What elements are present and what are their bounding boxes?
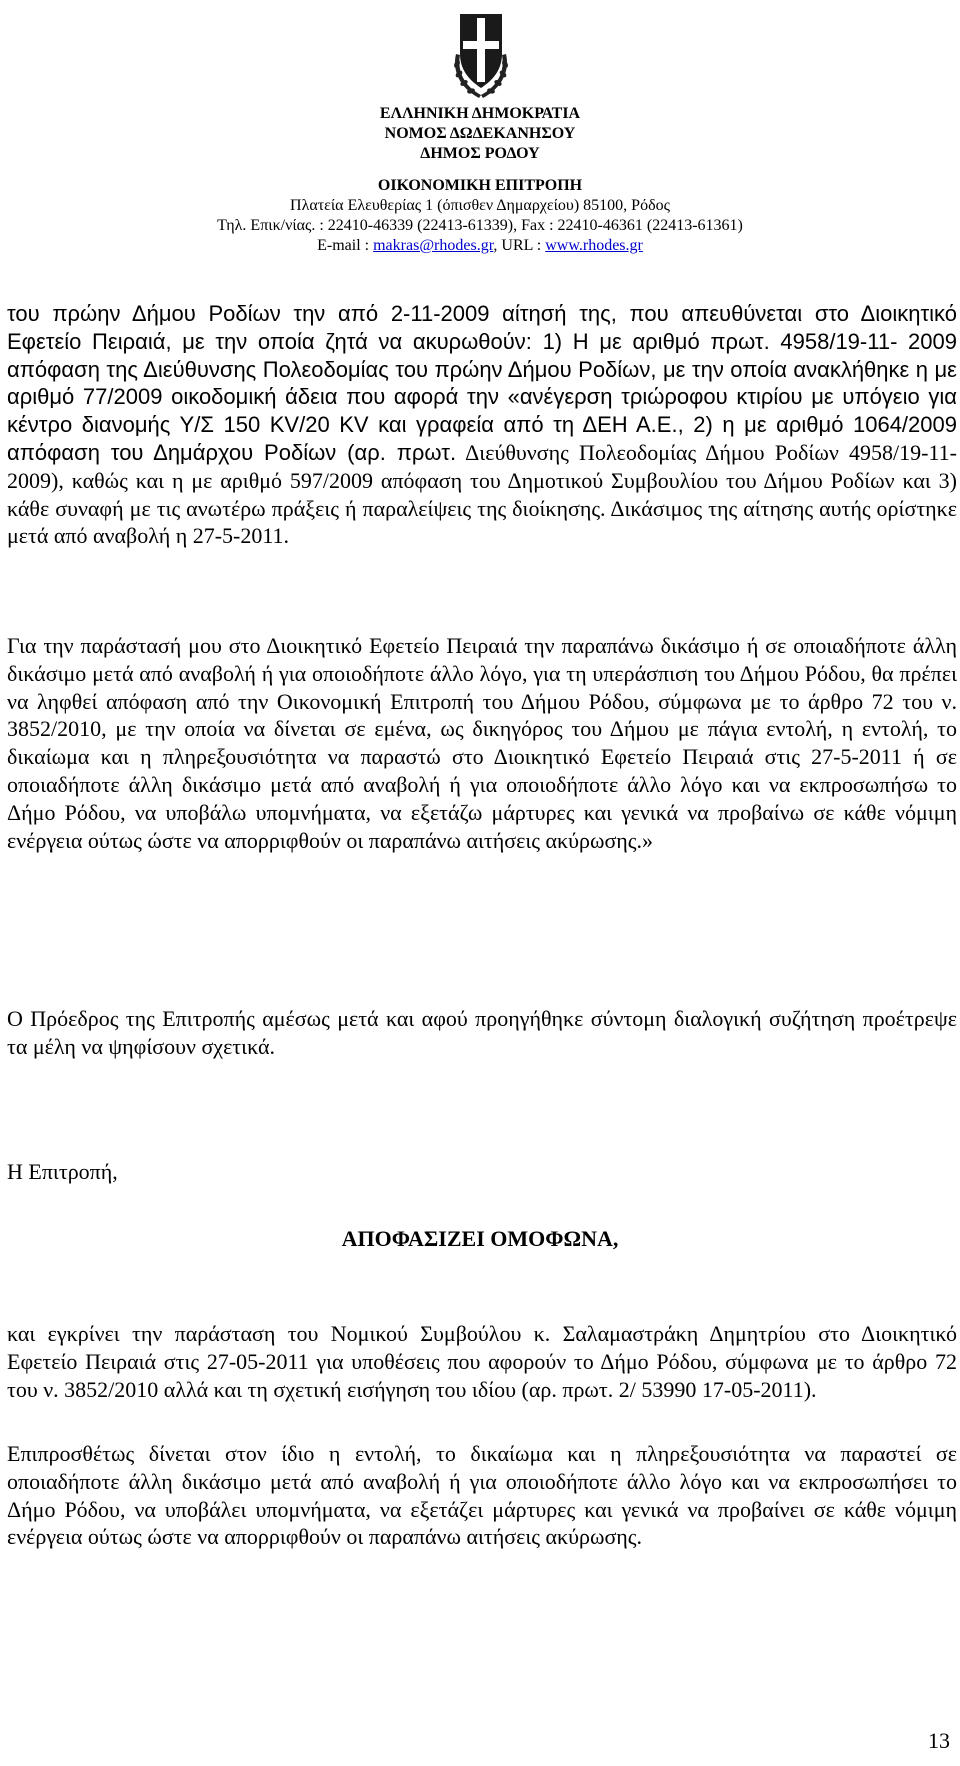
greek-coat-of-arms-icon	[448, 6, 514, 102]
municipality-name: ΔΗΜΟΣ ΡΟΔΟΥ	[420, 145, 540, 162]
paragraph-5: και εγκρίνει την παράσταση του Νομικού Συμβούλου κ. Σαλαμαστράκη Δημητρίου στο Διοικητικό Εφετείο Πειραιά στις 27-05-2011 για υποθέσεις που αφορούν το Δήμο Ρόδου, σύμφωνα με το άρθρο 72 του ν. 3852/2010 αλλά και τη σχετική εισήγηση του ιδίου (αρ. πρωτ. 2/ 53990 17-05-2011).	[7, 1321, 957, 1402]
email-link[interactable]: makras@rhodes.gr	[373, 237, 494, 254]
paragraph-3: Ο Πρόεδρος της Επιτροπής αμέσως μετά και αφού προηγήθηκε σύντομη διαλογική συζήτηση προέτρεψε τα μέλη να ψηφίσουν σχετικά.	[7, 1006, 957, 1059]
letterhead	[0, 104, 960, 164]
phone-line: Τηλ. Επικ/νίας. : 22410-46339 (22413-61339), Fax : 22410-46361 (22413-61361)	[217, 217, 743, 234]
paragraph-1-part-1: του πρώην Δήμου Ροδίων την από 2-11-2009 αίτησή της, που απευθύνεται στο Διοικητικό Εφετείο Πειραιά, με την οποία ζητά να ακυρωθούν: 1) Η με αριθμό πρωτ. 4958/19-11- 2009 απόφαση της Διεύθυνσης Πολεοδομίας του πρώην Δήμου Ροδίων, με την οποία ανακλήθηκε η με αριθμό 77/2009 οικοδομική άδεια που αφορά την «ανέγερση τριώροφου κτιρίου με υπόγειο για κέντρο διανομής Υ/Σ 150 KV/20 KV και γραφεία από τη ΔΕΗ Α.Ε., 2) η με αριθμό 1064/2009 απόφαση του Δημάρχου Ροδίων (αρ. πρωτ.	[7, 301, 957, 465]
paragraph-1-part-2: Διεύθυνσης Πολεοδομίας Δήμου Ροδίων 4958/19-11-2009), καθώς και η με αριθμό 597/2009 απόφαση του Δημοτικού Συμβουλίου του Δήμου Ροδίων και 3) κάθε συναφή με τις ανωτέρω πράξεις ή παραλείψεις της διοίκησης. Δικάσιμος της αίτησης αυτής ορίστηκε μετά από αναβολή η 27-5-2011.	[7, 439, 957, 549]
prefecture-name: ΝΟΜΟΣ ΔΩΔΕΚΑΝΗΣΟΥ	[384, 125, 576, 142]
email-label: E-mail :	[317, 237, 370, 254]
paragraph-4: Η Επιτροπή,	[7, 1159, 118, 1184]
paragraph-6: Επιπροσθέτως δίνεται στον ίδιο η εντολή, το δικαίωμα και η πληρεξουσιότητα να παραστεί σε οποιαδήποτε άλλη δικάσιμο μετά από αναβολή ή για οποιοδήποτε άλλο λόγο και να εκπροσωπήσει το Δήμο Ρόδου, να υποβάλει υπομνήματα, να εξετάζει μάρτυρες και γενικά να προβαίνει σε κάθε νόμιμη ενέργεια ούτως ώστε να απορριφθούν οι παραπάνω αιτήσεις ακύρωσης.	[7, 1441, 957, 1550]
page-number: 13	[928, 1728, 950, 1753]
committee-block	[0, 176, 960, 256]
country-name: ΕΛΛΗΝΙΚΗ ΔΗΜΟΚΡΑΤΙΑ	[379, 105, 581, 122]
committee-name: ΟΙΚΟΝΟΜΙΚΗ ΕΠΙΤΡΟΠΗ	[377, 177, 583, 194]
address-line: Πλατεία Ελευθερίας 1 (όπισθεν Δημαρχείου) 85100, Ρόδος	[290, 197, 670, 214]
paragraph-2: Για την παράστασή μου στο Διοικητικό Εφετείο Πειραιά την παραπάνω δικάσιμο ή σε οποιαδήποτε άλλη δικάσιμο μετά από αναβολή ή για οποιοδήποτε άλλο λόγο, για τη υπεράσπιση του Δήμου Ρόδου, θα πρέπει να ληφθεί απόφαση από την Οικονομική Επιτροπή του Δήμου Ρόδου, σύμφωνα με το άρθρο 72 του ν. 3852/2010, με την οποία να δίνεται σε εμένα, ως δικηγόρος του Δήμου με πάγια εντολή, η εντολή, το δικαίωμα και η πληρεξουσιότητα να παραστώ στο Διοικητικό Εφετείο Πειραιά στις 27-5-2011 ή σε οποιαδήποτε άλλη δικάσιμο μετά από αναβολή ή για οποιοδήποτε άλλο λόγο και να εκπροσωπήσω το Δήμο Ρόδου, να υποβάλω υπομνήματα, να εξετάζω μάρτυρες και γενικά να προβαίνω σε κάθε νόμιμη ενέργεια ούτως ώστε να απορριφθούν οι παραπάνω αιτήσεις ακύρωσης.»	[7, 633, 957, 853]
paragraph-1	[7, 300, 957, 550]
decision-heading: ΑΠΟΦΑΣΙΖΕΙ ΟΜΟΦΩΝΑ,	[341, 1226, 619, 1251]
url-label: , URL :	[493, 237, 542, 254]
url-link[interactable]: www.rhodes.gr	[545, 237, 643, 254]
contact-line	[0, 236, 960, 256]
